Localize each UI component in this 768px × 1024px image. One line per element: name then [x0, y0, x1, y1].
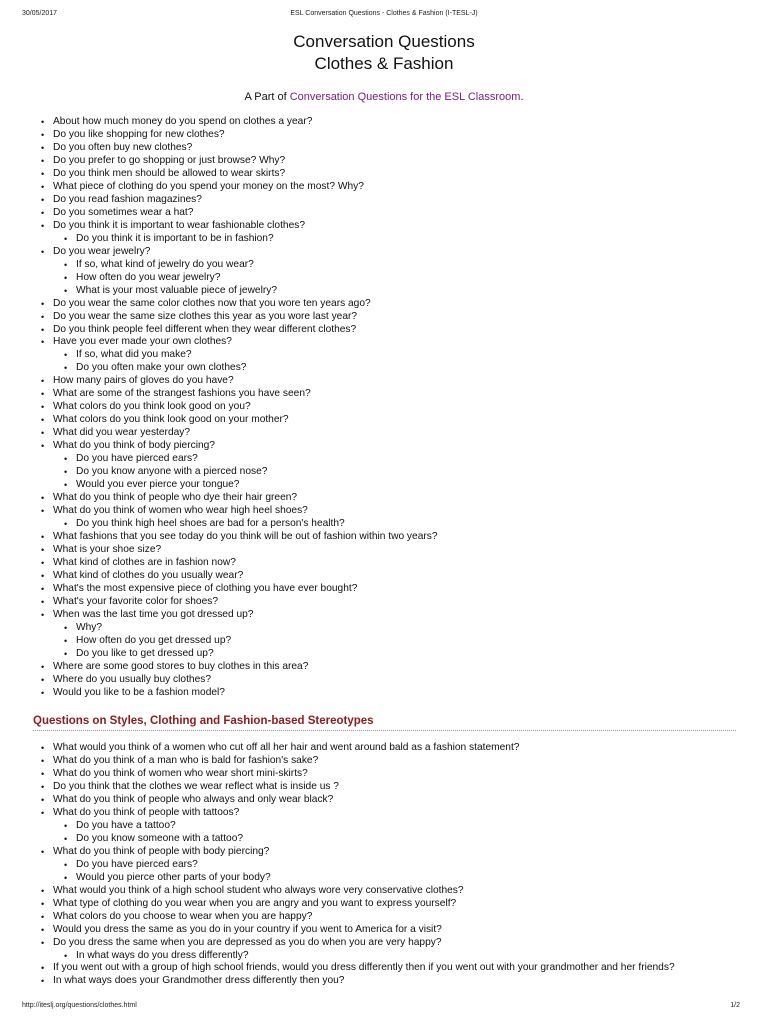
question-item: • What do you think of people who dye their hair green? — [40, 492, 438, 505]
stereotype-questions-list — [40, 742, 675, 988]
sub-question-item: • Do you think high heel shoes are bad for a person's health? — [40, 518, 438, 531]
question-item: • Would you like to be a fashion model? — [40, 687, 438, 700]
question-item: • Do you dress the same when you are depressed as you do when you are very happy? — [40, 937, 675, 950]
sub-question-item: • Do you know anyone with a pierced nose? — [40, 466, 438, 479]
question-item: • What do you think of people with tattoos? — [40, 807, 675, 820]
sub-question-item: • If so, what kind of jewelry do you wear? — [40, 259, 438, 272]
print-header-title: ESL Conversation Questions - Clothes & Fashion (I-TESL-J) — [290, 10, 478, 17]
question-item: • What kind of clothes are in fashion now? — [40, 557, 438, 570]
question-item: • Where are some good stores to buy clothes in this area? — [40, 661, 438, 674]
question-item: • Do you prefer to go shopping or just browse? Why? — [40, 155, 438, 168]
sub-question-item: • Do you know someone with a tattoo? — [40, 833, 675, 846]
print-page-number: 1/2 — [730, 1002, 740, 1009]
sub-question-item: • Do you have a tattoo? — [40, 820, 675, 833]
sub-question-item: • In what ways do you dress differently? — [40, 950, 675, 963]
question-item: • What do you think of women who wear high heel shoes? — [40, 505, 438, 518]
question-item: • What fashions that you see today do you think will be out of fashion within two years? — [40, 531, 438, 544]
question-item: • What is your shoe size? — [40, 544, 438, 557]
question-item: • What did you wear yesterday? — [40, 427, 438, 440]
question-item: • If you went out with a group of high school friends, would you dress differently then if you went out with your grandmother and her friends? — [40, 962, 675, 975]
sub-question-item: • Do you often make your own clothes? — [40, 362, 438, 375]
question-item: • What colors do you think look good on your mother? — [40, 414, 438, 427]
question-item: • About how much money do you spend on clothes a year? — [40, 116, 438, 129]
sub-question-item: • Do you like to get dressed up? — [40, 648, 438, 661]
question-item: • Would you dress the same as you do in your country if you went to America for a visit? — [40, 924, 675, 937]
sub-question-item: • Would you pierce other parts of your body? — [40, 872, 675, 885]
page-subtitle: Clothes & Fashion — [314, 54, 454, 73]
question-item: • Do you wear the same color clothes now that you wore ten years ago? — [40, 298, 438, 311]
question-item: • Do you wear the same size clothes this year as you wore last year? — [40, 311, 438, 324]
section-divider — [33, 730, 736, 731]
sub-question-item: • How often do you get dressed up? — [40, 635, 438, 648]
esl-classroom-link[interactable]: Conversation Questions for the ESL Classroom — [289, 91, 521, 103]
question-item: • What piece of clothing do you spend your money on the most? Why? — [40, 181, 438, 194]
question-item: • Do you often buy new clothes? — [40, 142, 438, 155]
question-item: • Do you think men should be allowed to wear skirts? — [40, 168, 438, 181]
sub-question-item: • Do you think it is important to be in fashion? — [40, 233, 438, 246]
question-item: • What do you think of people with body piercing? — [40, 846, 675, 859]
question-item: • What colors do you choose to wear when you are happy? — [40, 911, 675, 924]
question-item: • What would you think of a high school student who always wore very conservative clothes? — [40, 885, 675, 898]
question-item: • What are some of the strangest fashions you have seen? — [40, 388, 438, 401]
question-item: • In what ways does your Grandmother dress differently then you? — [40, 975, 675, 988]
question-item: • What colors do you think look good on you? — [40, 401, 438, 414]
questions-list — [40, 116, 438, 700]
question-item: • When was the last time you got dressed up? — [40, 609, 438, 622]
question-item: • Have you ever made your own clothes? — [40, 336, 438, 349]
question-item: • What do you think of people who always and only wear black? — [40, 794, 675, 807]
question-item: • Do you think it is important to wear fashionable clothes? — [40, 220, 438, 233]
question-item: • Where do you usually buy clothes? — [40, 674, 438, 687]
question-item: • What would you think of a women who cut off all her hair and went around bald as a fashion statement? — [40, 742, 675, 755]
sub-question-item: • Would you ever pierce your tongue? — [40, 479, 438, 492]
sub-question-item: • How often do you wear jewelry? — [40, 272, 438, 285]
section-heading: Questions on Styles, Clothing and Fashion-based Stereotypes — [33, 715, 374, 727]
sub-question-item: • What is your most valuable piece of jewelry? — [40, 285, 438, 298]
question-item: • Do you think that the clothes we wear reflect what is inside us ? — [40, 781, 675, 794]
question-item: • Do you wear jewelry? — [40, 246, 438, 259]
question-item: • What type of clothing do you wear when you are angry and you want to express yourself? — [40, 898, 675, 911]
question-item: • What's the most expensive piece of clothing you have ever bought? — [40, 583, 438, 596]
question-item: • What do you think of body piercing? — [40, 440, 438, 453]
question-item: • Do you think people feel different when they wear different clothes? — [40, 324, 438, 337]
sub-question-item: • Do you have pierced ears? — [40, 453, 438, 466]
print-date: 30/05/2017 — [22, 10, 58, 17]
part-of-suffix: . — [520, 91, 524, 103]
question-item: • What's your favorite color for shoes? — [40, 596, 438, 609]
part-of-prefix: A Part of — [244, 91, 290, 103]
part-of-line — [0, 91, 768, 103]
question-item: • Do you read fashion magazines? — [40, 194, 438, 207]
sub-question-item: • Why? — [40, 622, 438, 635]
question-item: • What do you think of a man who is bald for fashion's sake? — [40, 755, 675, 768]
question-item: • Do you like shopping for new clothes? — [40, 129, 438, 142]
question-item: • Do you sometimes wear a hat? — [40, 207, 438, 220]
sub-question-item: • Do you have pierced ears? — [40, 859, 675, 872]
print-footer-url: http://iteslj.org/questions/clothes.html — [22, 1002, 137, 1009]
question-item: • What do you think of women who wear short mini-skirts? — [40, 768, 675, 781]
sub-question-item: • If so, what did you make? — [40, 349, 438, 362]
question-item: • How many pairs of gloves do you have? — [40, 375, 438, 388]
page-title: Conversation Questions — [293, 32, 475, 51]
question-item: • What kind of clothes do you usually wear? — [40, 570, 438, 583]
